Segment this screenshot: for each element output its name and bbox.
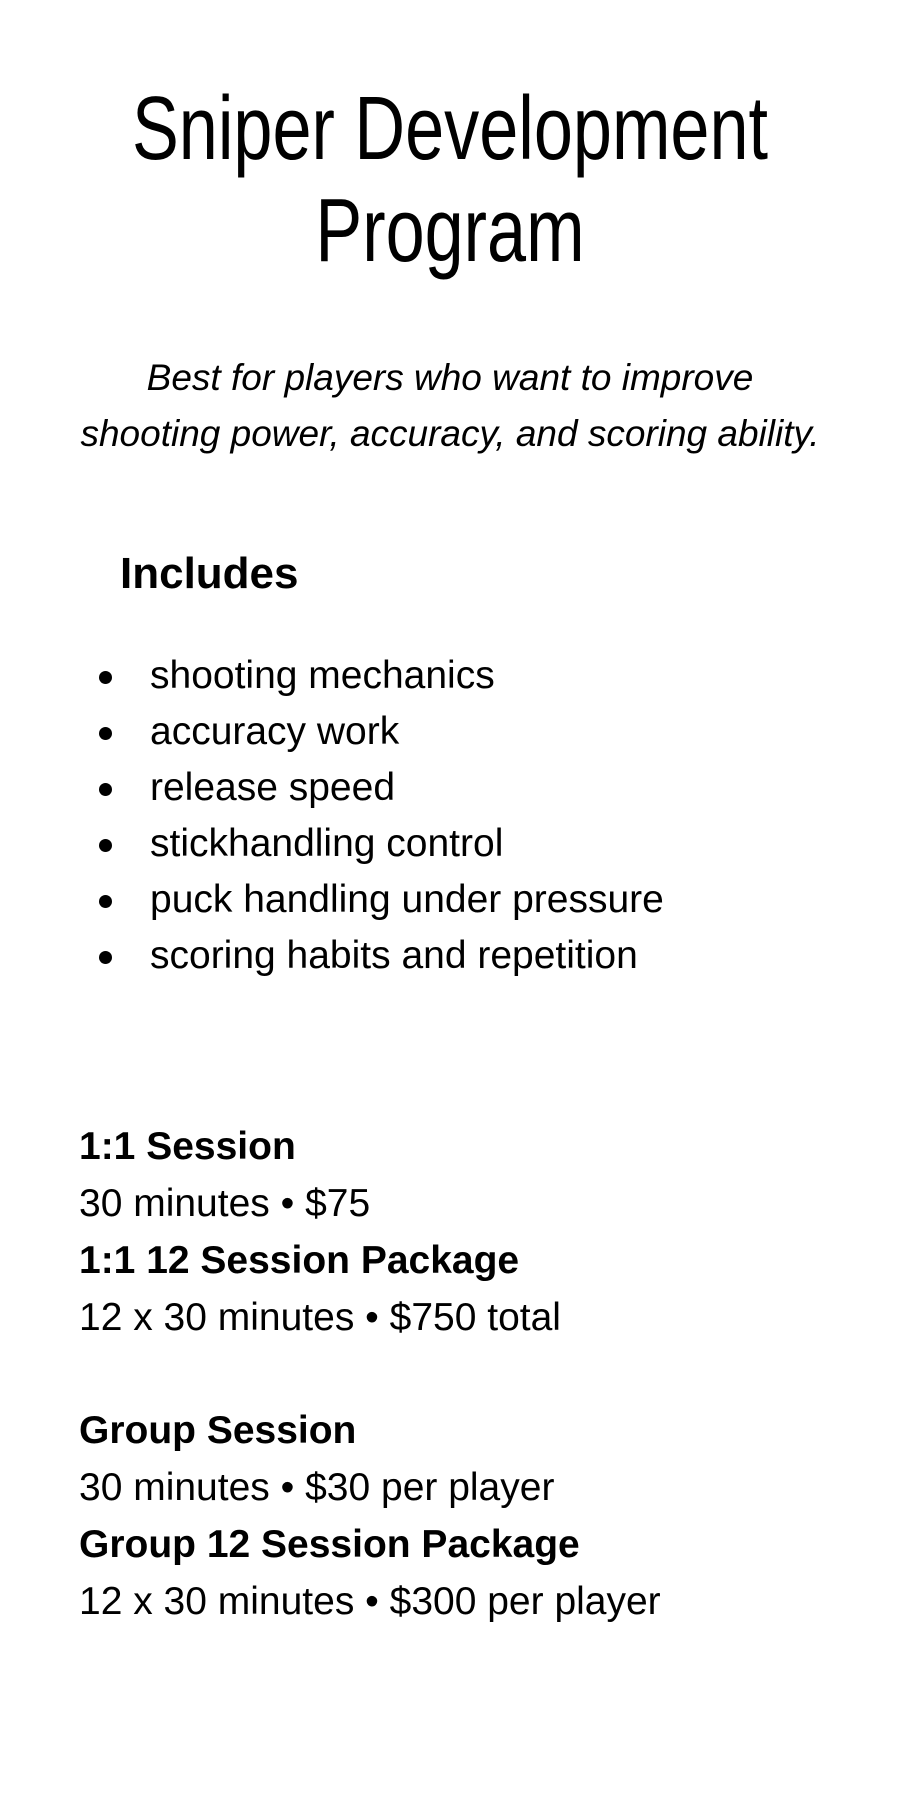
list-item-text: scoring habits and repetition	[150, 934, 638, 977]
bullet-icon	[99, 727, 112, 740]
group-session-name: Group Session	[79, 1409, 357, 1452]
one-on-one-session-name: 1:1 Session	[79, 1125, 296, 1168]
list-item	[0, 928, 900, 984]
list-item	[0, 760, 900, 816]
includes-heading: Includes	[120, 549, 299, 598]
includes-list	[0, 648, 900, 984]
one-on-one-package-name: 1:1 12 Session Package	[79, 1239, 520, 1282]
list-item-text: stickhandling control	[150, 822, 504, 865]
list-item	[0, 704, 900, 760]
group-package-name: Group 12 Session Package	[79, 1523, 580, 1566]
bullet-icon	[99, 839, 112, 852]
list-item	[0, 648, 900, 704]
description-line-1: Best for players who want to improve	[146, 357, 754, 398]
bullet-icon	[99, 783, 112, 796]
list-item	[0, 872, 900, 928]
title-line-1: Sniper Development	[131, 79, 769, 179]
one-on-one-pricing	[79, 1118, 859, 1346]
one-on-one-package-detail: 12 x 30 minutes • $750 total	[79, 1296, 561, 1339]
bullet-icon	[99, 671, 112, 684]
pricing-section	[79, 1118, 859, 1686]
list-item	[0, 816, 900, 872]
list-item-text: shooting mechanics	[150, 654, 495, 697]
bullet-icon	[99, 951, 112, 964]
group-pricing	[79, 1402, 859, 1630]
bullet-icon	[99, 895, 112, 908]
list-item-text: release speed	[150, 766, 396, 809]
page-title	[130, 78, 770, 282]
title-line-2: Program	[315, 181, 585, 281]
one-on-one-session-detail: 30 minutes • $75	[79, 1182, 371, 1225]
group-session-detail: 30 minutes • $30 per player	[79, 1466, 555, 1509]
list-item-text: accuracy work	[150, 710, 400, 753]
list-item-text: puck handling under pressure	[150, 878, 664, 921]
program-description	[30, 350, 870, 462]
description-line-2: shooting power, accuracy, and scoring ability.	[80, 413, 820, 454]
group-package-detail: 12 x 30 minutes • $300 per player	[79, 1580, 661, 1623]
